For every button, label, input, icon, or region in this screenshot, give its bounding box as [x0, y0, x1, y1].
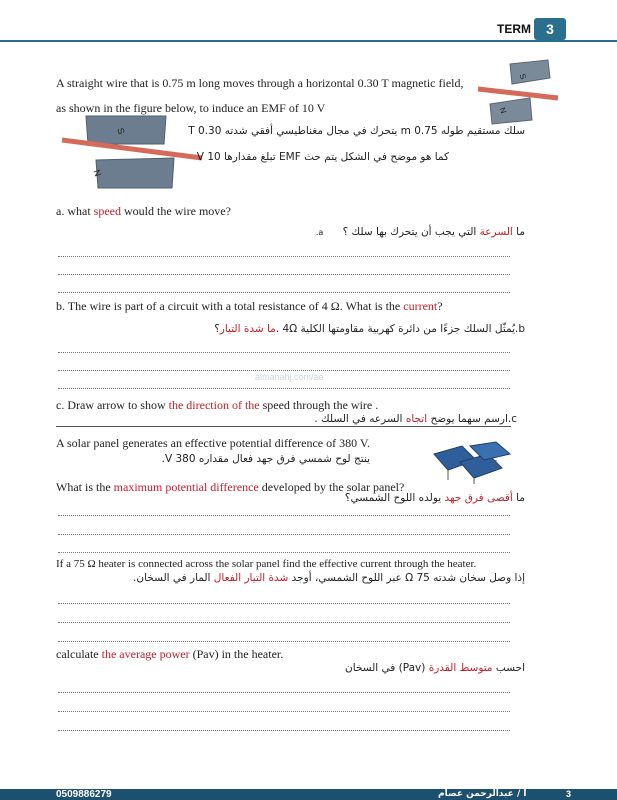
answer-line [58, 352, 510, 353]
q1-statement-line2: as shown in the figure below, to induce an EMF of 10 V [56, 101, 326, 115]
answer-line [58, 692, 510, 693]
q2-arabic: ينتج لوح شمسي فرق جهد فعال مقداره 380 V. [161, 453, 370, 465]
q1c-keyword: the direction of the [168, 398, 260, 412]
answer-line [58, 552, 510, 553]
q2-part1-keyword: maximum potential difference [113, 480, 259, 494]
magnet-figure-top [470, 56, 560, 126]
q1c-arabic: c.ارسم سهما يوضح اتجاه السرعه في السلك . [314, 413, 517, 425]
answer-line [58, 274, 510, 275]
q2-part3-arabic: احسب متوسط القدرة (Pav) في السخان [345, 662, 525, 674]
q2-part2-arabic: إذا وصل سخان شدته 75 Ω عبر اللوح الشمسي، أوجد شدة التيار الفعال المار في السخان. [133, 572, 525, 584]
q2-part1-question: What is the maximum potential difference developed by the solar panel? [56, 480, 405, 494]
q2-statement: A solar panel generates an effective potential difference of 380 V. [56, 436, 370, 450]
answer-line [58, 603, 510, 604]
answer-line [58, 711, 510, 712]
q1b-question: b. The wire is part of a circuit with a total resistance of 4 Ω. What is the current? [56, 299, 443, 313]
magnet-top-s-label: S [517, 72, 528, 81]
q2-part1-arabic: ما أقصى فرق جهد يولده اللوح الشمسي؟ [344, 492, 525, 504]
section-divider [56, 426, 511, 427]
answer-line [58, 515, 510, 516]
footer-author: أ / عبدالرحمن عصام [438, 789, 527, 799]
q1a-keyword: speed [93, 204, 121, 218]
magnet-top-n-label: N [497, 106, 509, 115]
q1a-question: a. what speed would the wire move? [56, 204, 231, 218]
q1-statement-line1: A straight wire that is 0.75 m long moves through a horizontal 0.30 T magnetic field, [56, 76, 464, 90]
answer-line [58, 256, 510, 257]
q2-part3-question: calculate the average power (Pav) in the heater. [56, 647, 284, 661]
watermark: almanahj.com/ae [255, 372, 324, 382]
q2-part2-question: If a 75 Ω heater is connected across the solar panel find the effective current through the heater. [56, 558, 477, 570]
q1b-keyword: current [403, 299, 438, 313]
answer-line [58, 534, 510, 535]
magnet-left-s-label: S [115, 126, 127, 136]
magnet-figure-left [56, 110, 206, 190]
magnet-left-n-label: N [91, 168, 104, 178]
q1-arabic-line2: كما هو موضح في الشكل يتم حث EMF تبلغ مقدارها 10 V [196, 151, 449, 163]
answer-line [58, 292, 510, 293]
answer-line [58, 388, 510, 389]
q2-part3-keyword: the average power [101, 647, 190, 661]
answer-line [58, 370, 510, 371]
q1a-arabic-marker: a. [315, 228, 324, 237]
footer-page-number: 3 [566, 789, 572, 799]
solar-panel-figure [430, 440, 515, 485]
q1c-question: c. Draw arrow to show the direction of the speed through the wire . [56, 398, 379, 412]
answer-line [58, 641, 510, 642]
term-label: TERM [497, 22, 531, 36]
q1-arabic-line1: سلك مستقيم طوله 0.75 m يتحرك في مجال مغناطيسي أفقي شدته 0.30 T [188, 125, 525, 137]
answer-line [58, 730, 510, 731]
q1a-arabic: ما السرعة التي يجب أن يتحرك بها سلك ؟ a. [315, 226, 525, 238]
term-number-badge: 3 [534, 18, 566, 40]
header-rule [0, 40, 617, 42]
answer-line [58, 622, 510, 623]
footer-phone: 0509886279 [56, 789, 112, 800]
q1b-arabic: b.يُمثّل السلك جزءًا من دائرة كهربية مقاومتها الكلية 4Ω .ما شدة التيار؟ [214, 323, 525, 335]
